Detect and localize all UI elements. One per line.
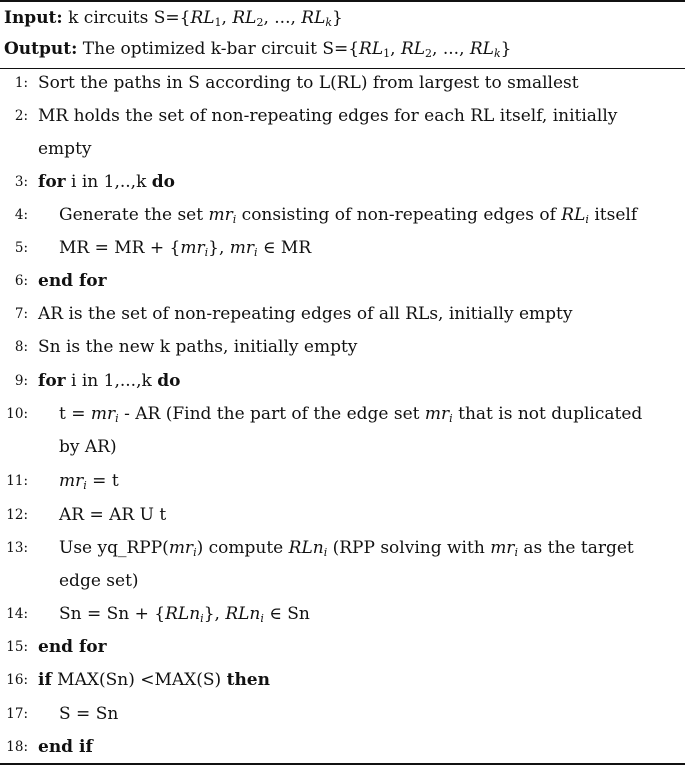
algo-line-5: 5: MR = MR + $\{mr_i\}$, $mr_i$ ∈ MR <box>0 232 685 265</box>
algo-line-13: 13: Use $yq\_RPP(mr_i)$ compute RLn$_i$ (RPP solving with $mr_i$ as the target <box>0 532 685 565</box>
algo-line-9: 9: for i in 1,...,k do <box>0 365 685 398</box>
line-number: 17: <box>6 706 28 722</box>
bottom-rule <box>0 763 685 765</box>
algo-line-4: 4: Generate the set $mr_i$ consisting of non-repeating edges of $RL_i$ itself <box>0 199 685 232</box>
line-number: 10: <box>6 406 28 422</box>
algo-line-17: 17: S = Sn <box>0 698 685 731</box>
algo-line-10: 10: $t = mr_i$ - AR (Find the part of the edge set $mr_i$ that is not duplicated <box>0 398 685 431</box>
algo-line-15: 15: end for <box>0 631 685 664</box>
algo-line-7: 7: AR is the set of non-repeating edges of all RLs, initially empty <box>0 298 685 331</box>
line-number: 6: <box>14 273 28 289</box>
line-number: 5: <box>14 240 28 256</box>
line-number: 12: <box>6 507 28 523</box>
line-number: 9: <box>14 373 28 389</box>
line-number: 13: <box>6 540 28 556</box>
input-line: Input: k circuits $S=\{RL_1$, $RL_2$, ..., $RL_k$} <box>4 8 343 29</box>
line-number: 18: <box>6 739 28 755</box>
algo-line-8: 8: Sn is the new k paths, initially empty <box>0 331 685 364</box>
output-label: Output: <box>4 39 78 59</box>
algo-line-2: 2: MR holds the set of non-repeating edges for each RL itself, initially <box>0 100 685 133</box>
line-number: 11: <box>6 473 28 489</box>
line-number: 4: <box>14 207 28 223</box>
line-number: 15: <box>6 639 28 655</box>
algo-line-10-cont: by AR) <box>59 437 117 457</box>
algo-line-2-cont: empty <box>38 139 92 159</box>
algo-line-1: 1: Sort the paths in S according to L(RL) from largest to smallest <box>0 67 685 100</box>
line-number: 1: <box>14 75 28 91</box>
algo-line-13-cont: edge set) <box>59 571 139 591</box>
line-number: 16: <box>6 672 28 688</box>
algo-line-16: 16: if MAX(Sn) <MAX(S) then <box>0 664 685 697</box>
algo-line-18: 18: end if <box>0 731 685 764</box>
algo-line-3: 3: for i in 1,..,k do <box>0 166 685 199</box>
line-number: 3: <box>14 174 28 190</box>
line-number: 7: <box>14 306 28 322</box>
algo-line-14: 14: Sn = Sn + {RLn$_i$}, RLn$_i$ ∈ Sn <box>0 598 685 631</box>
line-number: 14: <box>6 606 28 622</box>
line-number: 2: <box>14 108 28 124</box>
algo-line-11: 11: $mr_i = t$ <box>0 465 685 498</box>
line-number: 8: <box>14 339 28 355</box>
algo-line-6: 6: end for <box>0 265 685 298</box>
input-label: Input: <box>4 8 63 28</box>
output-line: Output: The optimized k-bar circuit $S=\{RL_1$, $RL_2$, ..., $RL_k$} <box>4 39 512 60</box>
algo-line-12: 12: AR = AR U t <box>0 499 685 532</box>
